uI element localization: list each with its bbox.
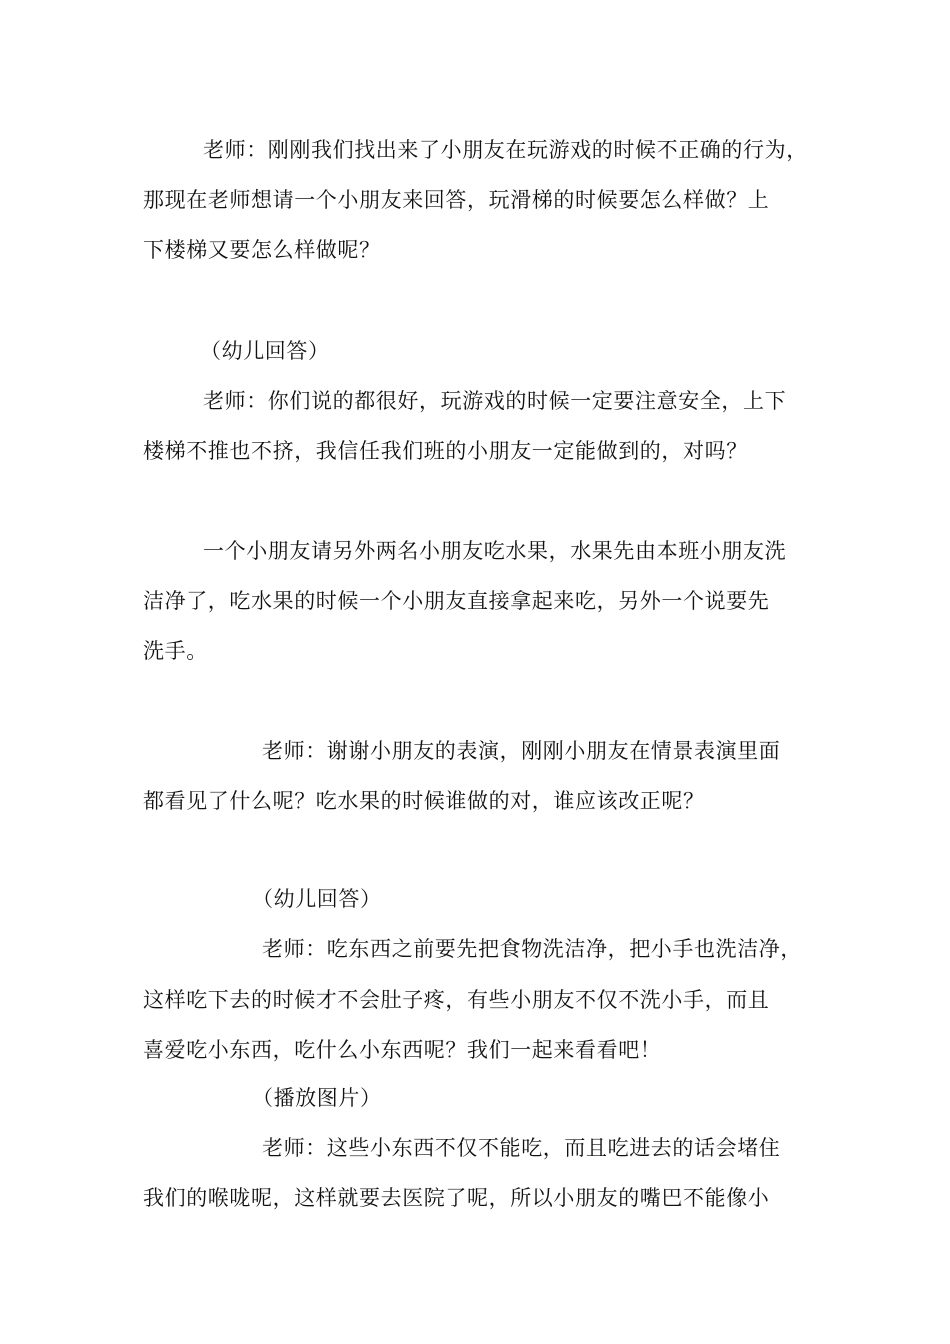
text-line: 都看见了什么呢？吃水果的时候谁做的对，谁应该改正呢？ (143, 789, 705, 813)
text-line: 老师：谢谢小朋友的表演，刚刚小朋友在情景表演里面 (262, 739, 781, 763)
text-line: （幼儿回答） (200, 339, 330, 363)
text-line: 我们的喉咙呢，这样就要去医院了呢，所以小朋友的嘴巴不能像小 (143, 1186, 770, 1210)
text-line: （播放图片） (252, 1086, 382, 1110)
text-line: （幼儿回答） (252, 887, 382, 911)
text-line: 一个小朋友请另外两名小朋友吃水果，水果先由本班小朋友洗 (203, 539, 787, 563)
text-line: 那现在老师想请一个小朋友来回答，玩滑梯的时候要怎么样做？上 (143, 188, 770, 212)
text-line: 洗手。 (143, 639, 208, 663)
text-line: 下楼梯又要怎么样做呢？ (143, 238, 381, 262)
text-line: 洁净了，吃水果的时候一个小朋友直接拿起来吃，另外一个说要先 (143, 589, 770, 613)
text-line: 老师：吃东西之前要先把食物洗洁净，把小手也洗洁净， (262, 937, 802, 961)
text-line: 楼梯不推也不挤，我信任我们班的小朋友一定能做到的，对吗？ (143, 439, 748, 463)
text-line: 老师：这些小东西不仅不能吃，而且吃进去的话会堵住 (262, 1136, 781, 1160)
text-line: 老师：你们说的都很好，玩游戏的时候一定要注意安全，上下 (203, 389, 787, 413)
text-line: 老师：刚刚我们找出来了小朋友在玩游戏的时候不正确的行为， (203, 138, 808, 162)
text-line: 这样吃下去的时候才不会肚子疼，有些小朋友不仅不洗小手，而且 (143, 988, 770, 1012)
text-line: 喜爱吃小东西，吃什么小东西呢？我们一起来看看吧！ (143, 1038, 662, 1062)
